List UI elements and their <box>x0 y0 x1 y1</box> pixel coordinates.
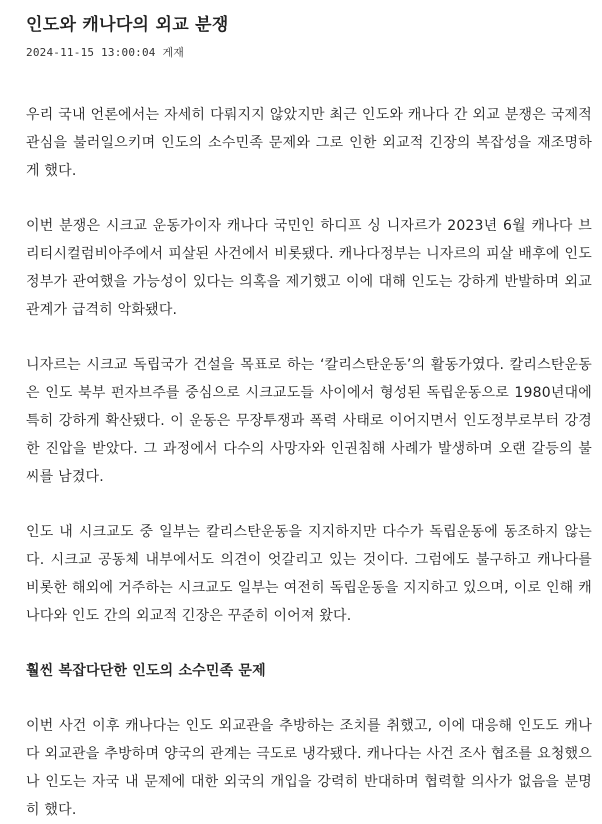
paragraph-3: 니자르는 시크교 독립국가 건설을 목표로 하는 ‘칼리스탄운동’의 활동가였다. 칼리스탄운동은 인도 북부 펀자브주를 중심으로 시크교도들 사이에서 형성된 독립운동으로 1980년대에 특히 강하게 확산됐다. 이 운동은 무장투쟁과 폭력 사태로 이어지면서 인도정부로부터 강경한 진압을 받았다. 그 과정에서 다수의 사망자와 인권침해 사례가 발생하며 오랜 갈등의 불씨를 남겼다. <box>26 357 592 485</box>
publish-timestamp: 2024-11-15 13:00:04 게재 <box>26 46 185 59</box>
paragraph-4: 인도 내 시크교도 중 일부는 칼리스탄운동을 지지하지만 다수가 독립운동에 동조하지 않는다. 시크교 공동체 내부에서도 의견이 엇갈리고 있는 것이다. 그럼에도 불구하고 캐나다를 비롯한 해외에 거주하는 시크교도 일부는 여전히 독립운동을 지지하고 있으며, 이로 인해 캐나다와 인도 간의 외교적 긴장은 꾸준히 이어져 왔다. <box>26 524 592 624</box>
paragraph-1: 우리 국내 언론에서는 자세히 다뤄지지 않았지만 최근 인도와 캐나다 간 외교 분쟁은 국제적 관심을 불러일으키며 인도의 소수민족 문제와 그로 인한 외교적 긴장의 복잡성을 재조명하게 했다. <box>26 107 592 179</box>
paragraph-5: 이번 사건 이후 캐나다는 인도 외교관을 추방하는 조치를 취했고, 이에 대응해 인도도 캐나다 외교관을 추방하며 양국의 관계는 극도로 냉각됐다. 캐나다는 사건 조사 협조를 요청했으나 인도는 자국 내 문제에 대한 외국의 개입을 강력히 반대하며 협력할 의사가 없음을 분명히 했다. <box>26 718 592 818</box>
article-title: 인도와 캐나다의 외교 분쟁 <box>26 15 229 35</box>
paragraph-2: 이번 분쟁은 시크교 운동가이자 캐나다 국민인 하디프 싱 니자르가 2023년 6월 캐나다 브리티시컬럼비아주에서 피살된 사건에서 비롯됐다. 캐나다정부는 니자르의 피살 배후에 인도정부가 관여했을 가능성이 있다는 의혹을 제기했고 이에 대해 인도는 강하게 반발하며 외교 관계가 급격히 악화됐다. <box>26 218 592 318</box>
article-body <box>26 101 592 824</box>
section-subheading: 훨씬 복잡다단한 인도의 소수민족 문제 <box>26 663 266 679</box>
